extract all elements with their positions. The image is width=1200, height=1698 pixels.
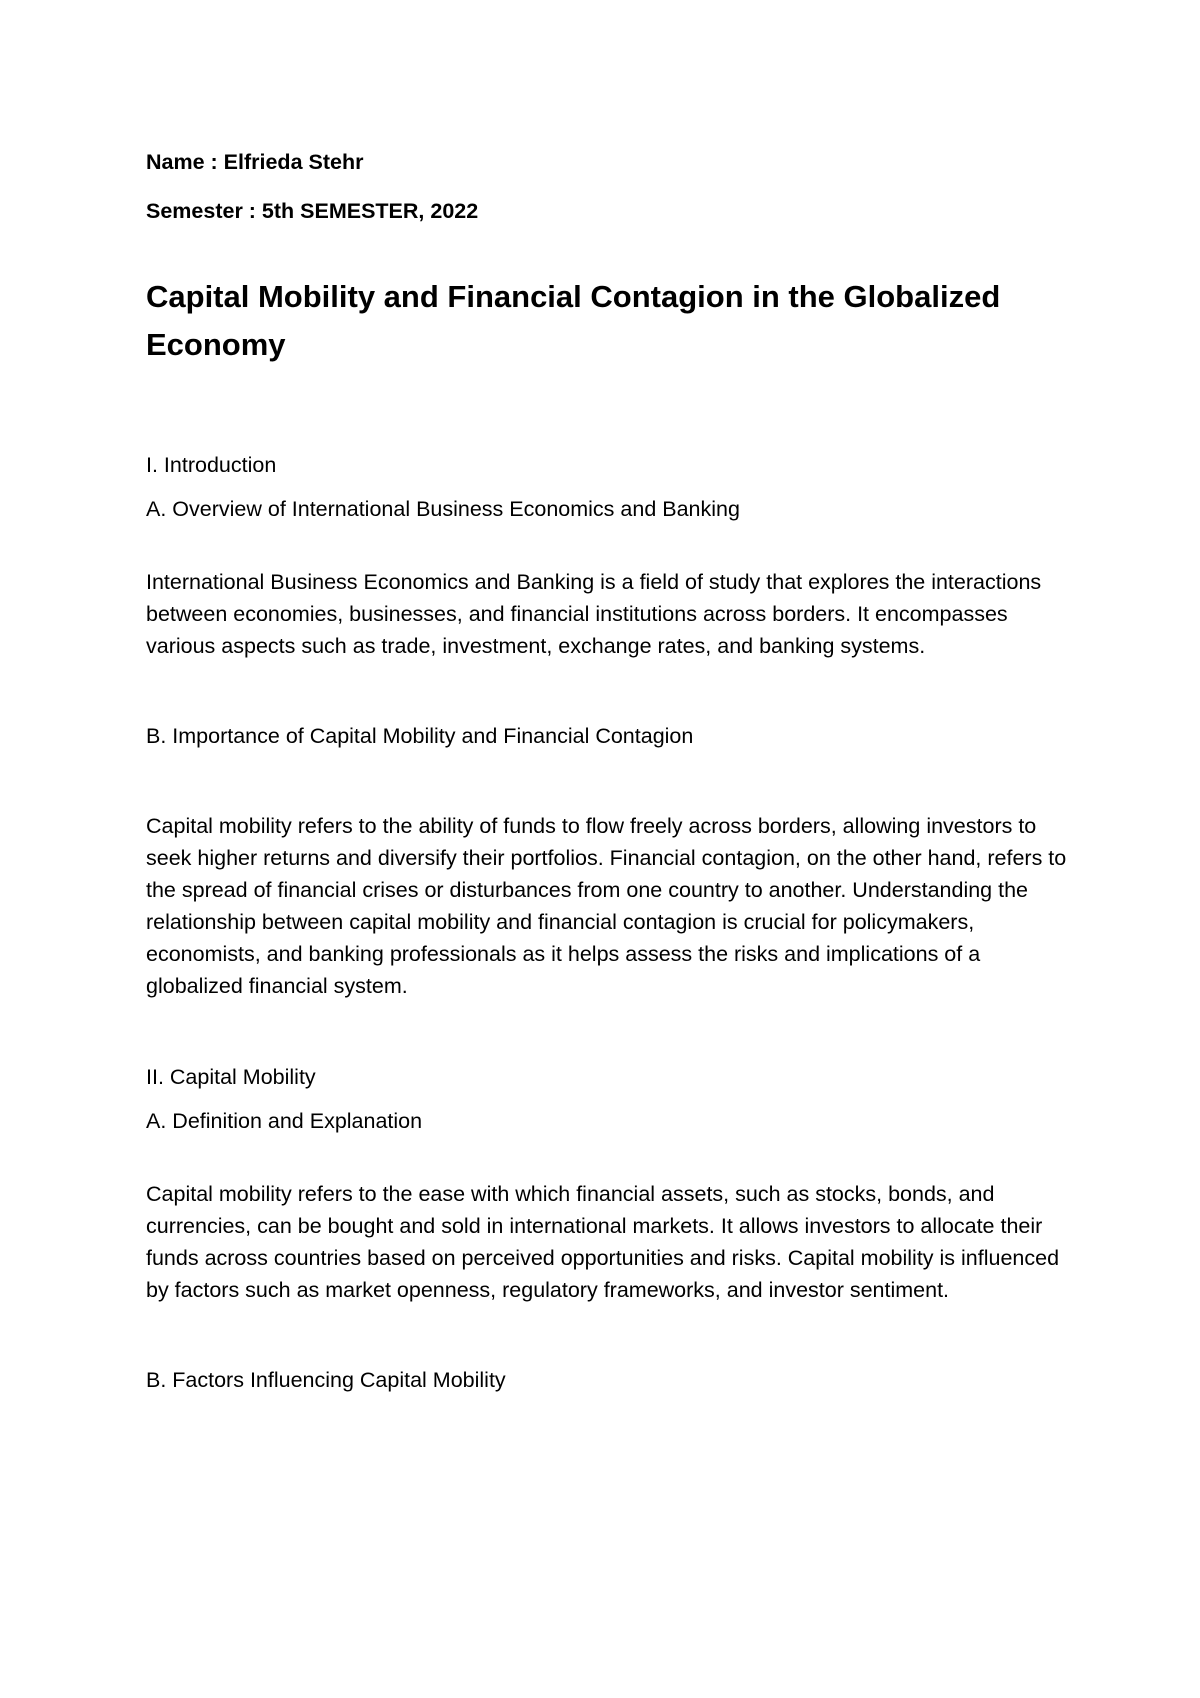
section-heading-capital-mobility: II. Capital Mobility xyxy=(146,1065,316,1089)
subsection-heading-overview: A. Overview of International Business Economics and Banking xyxy=(146,497,740,521)
section-heading-introduction: I. Introduction xyxy=(146,453,277,477)
document-title: Capital Mobility and Financial Contagion in the Globalized Economy xyxy=(146,279,1001,362)
subsection-heading-importance: B. Importance of Capital Mobility and Financial Contagion xyxy=(146,724,694,748)
paragraph-overview: International Business Economics and Banking is a field of study that explores the interactions between economies, businesses, and financial institutions across borders. It encompasses various aspects such as trade, investment, exchange rates, and banking systems. xyxy=(146,570,1042,658)
student-name: Name : Elfrieda Stehr xyxy=(146,150,364,174)
subsection-heading-factors: B. Factors Influencing Capital Mobility xyxy=(146,1368,506,1392)
semester-info: Semester : 5th SEMESTER, 2022 xyxy=(146,199,479,223)
document-content xyxy=(146,146,1076,1396)
paragraph-importance: Capital mobility refers to the ability of funds to flow freely across borders, allowing investors to seek higher returns and diversify their portfolios. Financial contagion, on the other hand, refers to the spread of financial crises or disturbances from one country to another. Understanding the relationship between capital mobility and financial contagion is crucial for policymakers, economists, and banking professionals as it helps assess the risks and implications of a globalized financial system. xyxy=(146,814,1067,998)
subsection-heading-definition: A. Definition and Explanation xyxy=(146,1109,423,1133)
paragraph-definition: Capital mobility refers to the ease with which financial assets, such as stocks, bonds, and currencies, can be bought and sold in international markets. It allows investors to allocate their funds across countries based on perceived opportunities and risks. Capital mobility is influenced by factors such as market openness, regulatory frameworks, and investor sentiment. xyxy=(146,1182,1060,1302)
